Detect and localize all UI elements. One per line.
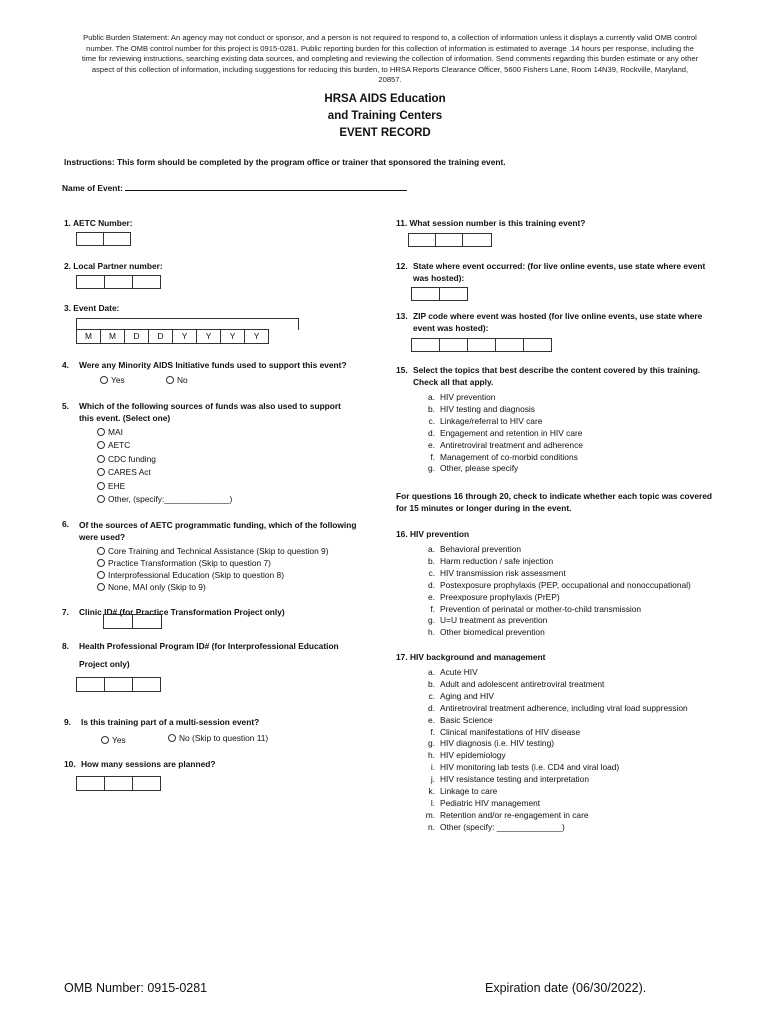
q13-number: 13. xyxy=(396,311,408,321)
q13-label: ZIP code where event was hosted (for live online events, use state where event was hosted): xyxy=(413,311,703,333)
radio-icon[interactable] xyxy=(101,736,109,744)
q5-option[interactable]: Other, (specify:______________) xyxy=(97,493,232,506)
aetc-number-boxes[interactable] xyxy=(76,232,130,246)
q15-option[interactable]: b. HIV testing and diagnosis xyxy=(428,403,535,414)
q17-option[interactable]: b. Adult and adolescent antiretroviral treatment xyxy=(428,678,605,689)
date-box[interactable]: D xyxy=(124,329,149,344)
form-title xyxy=(0,91,770,142)
q16-option[interactable]: b. Harm reduction / safe injection xyxy=(428,555,554,566)
q9-label: Is this training part of a multi-session event? xyxy=(81,717,260,727)
q8-number: 8. xyxy=(62,641,69,651)
q4-label: Were any Minority AIDS Initiative funds used to support this event? xyxy=(79,360,347,370)
date-box[interactable]: D xyxy=(148,329,173,344)
q17-option[interactable]: e. Basic Science xyxy=(428,714,493,725)
q15-option[interactable]: e. Antiretroviral treatment and adherence xyxy=(428,439,583,450)
q6-number: 6. xyxy=(62,519,69,529)
title-line-3: EVENT RECORD xyxy=(339,127,431,139)
q16-options xyxy=(423,544,691,639)
q17-option[interactable]: k. Linkage to care xyxy=(428,786,498,797)
name-of-event-label: Name of Event: xyxy=(62,183,123,193)
radio-icon[interactable] xyxy=(97,428,105,436)
radio-icon[interactable] xyxy=(166,376,174,384)
q17-option[interactable]: f. Clinical manifestations of HIV disease xyxy=(430,726,581,737)
radio-icon[interactable] xyxy=(97,468,105,476)
q1-label: 1. AETC Number: xyxy=(64,218,133,228)
radio-icon[interactable] xyxy=(168,734,176,742)
date-box[interactable]: Y xyxy=(220,329,245,344)
date-box[interactable]: Y xyxy=(172,329,197,344)
radio-icon[interactable] xyxy=(97,482,105,490)
q6-options xyxy=(97,546,329,594)
q17-option[interactable]: d. Antiretroviral treatment adherence, including viral load suppression xyxy=(428,702,688,713)
radio-icon[interactable] xyxy=(97,583,105,591)
q17-option[interactable]: m. Retention and/or re-engagement in care xyxy=(425,809,589,820)
q5-option[interactable]: AETC xyxy=(97,439,232,452)
radio-icon[interactable] xyxy=(97,571,105,579)
clinic-id-boxes[interactable] xyxy=(103,614,161,629)
q6-option[interactable]: None, MAI only (Skip to 9) xyxy=(97,582,329,594)
q16-option[interactable]: h. Other biomedical prevention xyxy=(428,627,545,638)
q17-label: 17. HIV background and management xyxy=(396,652,546,662)
state-boxes[interactable] xyxy=(411,287,467,301)
q4-no-label: No xyxy=(177,375,188,385)
q15-label: Select the topics that best describe the content covered by this training. Check all that apply. xyxy=(413,365,701,387)
sessions-planned-boxes[interactable] xyxy=(76,776,160,791)
q8-label-line2: Project only) xyxy=(79,659,130,669)
q9-number: 9. xyxy=(64,717,71,727)
q4-yes-label: Yes xyxy=(111,375,125,385)
expiration-date: Expiration date (06/30/2022). xyxy=(485,981,647,995)
q17-option[interactable]: i. HIV monitoring lab tests (i.e. CD4 and viral load) xyxy=(430,762,620,773)
q17-option[interactable]: a. Acute HIV xyxy=(428,667,478,677)
program-id-boxes[interactable] xyxy=(76,677,160,692)
q16-label: 16. HIV prevention xyxy=(396,529,470,539)
q17-option[interactable]: j. HIV resistance testing and interpretation xyxy=(430,774,589,785)
zip-code-boxes[interactable] xyxy=(411,338,551,352)
q4-no-option[interactable] xyxy=(166,375,188,387)
local-partner-boxes[interactable] xyxy=(76,275,160,289)
q6-option[interactable]: Core Training and Technical Assistance (Skip to question 9) xyxy=(97,546,329,558)
q5-options xyxy=(97,426,232,506)
q10-label: How many sessions are planned? xyxy=(81,759,216,769)
q17-option[interactable]: h. HIV epidemiology xyxy=(428,750,506,761)
q15-option[interactable]: c. Linkage/referral to HIV care xyxy=(428,415,543,426)
q5-option[interactable]: MAI xyxy=(97,426,232,439)
q6-label: Of the sources of AETC programmatic funding, which of the following were used? xyxy=(79,520,357,542)
date-box[interactable]: Y xyxy=(196,329,221,344)
q11-label: 11. What session number is this training event? xyxy=(396,218,586,228)
q10-number: 10. xyxy=(64,759,76,769)
q2-label: 2. Local Partner number: xyxy=(64,261,163,271)
q16-option[interactable]: a. Behavioral prevention xyxy=(428,544,522,554)
q4-yes-option[interactable] xyxy=(100,375,125,387)
q16-option[interactable]: e. Preexposure prophylaxis (PrEP) xyxy=(428,591,560,602)
session-number-boxes[interactable] xyxy=(408,233,491,247)
name-of-event-field[interactable] xyxy=(125,181,407,191)
q17-option[interactable]: n. Other (specify: ______________) xyxy=(428,821,565,832)
q15-option[interactable]: f. Management of co-morbid conditions xyxy=(430,451,578,462)
q17-option[interactable]: l. Pediatric HIV management xyxy=(430,797,541,808)
q12-number: 12. xyxy=(396,261,408,271)
q15-number: 15. xyxy=(396,365,408,375)
q5-option[interactable]: CARES Act xyxy=(97,466,232,479)
q8-label-line1: Health Professional Program ID# (for Interprofessional Education xyxy=(79,641,339,651)
q5-number: 5. xyxy=(62,401,69,411)
q6-option[interactable]: Practice Transformation (Skip to question 7) xyxy=(97,558,329,570)
date-box[interactable]: M xyxy=(100,329,125,344)
q4-number: 4. xyxy=(62,360,69,370)
q16-option[interactable]: f. Prevention of perinatal or mother-to-child transmission xyxy=(430,603,642,614)
omb-number: OMB Number: 0915-0281 xyxy=(64,981,208,995)
name-of-event-row xyxy=(62,181,407,195)
date-box[interactable]: M xyxy=(76,329,101,344)
q12-label: State where event occurred: (for live online events, use state where event was hosted): xyxy=(413,261,706,283)
radio-icon[interactable] xyxy=(97,547,105,555)
radio-icon[interactable] xyxy=(97,559,105,567)
q3-label: 3. Event Date: xyxy=(64,303,120,313)
radio-icon[interactable] xyxy=(97,495,105,503)
q9-yes-label: Yes xyxy=(112,735,126,745)
q16-20-note: For questions 16 through 20, check to indicate whether each topic was covered for 15 minutes or longer during in the event. xyxy=(396,491,713,513)
title-line-2: and Training Centers xyxy=(327,110,443,122)
event-date-boxes[interactable] xyxy=(76,329,268,344)
title-line-1: HRSA AIDS Education xyxy=(324,93,446,105)
q17-option[interactable]: g. HIV diagnosis (i.e. HIV testing) xyxy=(428,738,555,749)
date-box[interactable]: Y xyxy=(244,329,269,344)
q5-option[interactable]: CDC funding xyxy=(97,453,232,466)
q16-option[interactable]: d. Postexposure prophylaxis (PEP, occupational and nonoccupational) xyxy=(428,579,691,590)
q16-option[interactable]: g. U=U treatment as prevention xyxy=(428,615,548,626)
q7-number: 7. xyxy=(62,607,69,617)
radio-icon[interactable] xyxy=(97,455,105,463)
q17-option[interactable]: c. Aging and HIV xyxy=(428,690,495,701)
q15-option[interactable]: a. HIV prevention xyxy=(428,392,496,402)
q9-no-label: No (Skip to question 11) xyxy=(179,733,269,743)
q17-options xyxy=(423,667,688,834)
q15-option[interactable]: d. Engagement and retention in HIV care xyxy=(428,427,583,438)
q5-option[interactable]: EHE xyxy=(97,480,232,493)
public-burden-statement: Public Burden Statement: An agency may not conduct or sponsor, and a person is not required to respond to, a collection of information unless it displays a currently valid OMB control number. The OMB control number for this project is 0915-0281. Public reporting burden for this collection of information is estimated to average .14 hours per response, including the time for reviewing instructions, searching existing data sources, and completing and reviewing the collection of information. Send comments regarding this burden estimate or any other aspect of this collection of information, including suggestions for reducing this burden, to HRSA Reports Clearance Officer, 5600 Fishers Lane, Room 14N39, Rockville, Maryland, 20857. xyxy=(81,33,699,85)
q9-no-option[interactable] xyxy=(168,733,268,745)
radio-icon[interactable] xyxy=(100,376,108,384)
q15-option[interactable]: g. Other, please specify xyxy=(428,463,519,474)
q5-label: Which of the following sources of funds was also used to support this event. (Select one) xyxy=(79,401,341,423)
q15-options xyxy=(423,392,583,475)
q6-option[interactable]: Interprofessional Education (Skip to question 8) xyxy=(97,570,329,582)
q16-option[interactable]: c. HIV transmission risk assessment xyxy=(428,567,566,578)
instructions: Instructions: This form should be completed by the program office or trainer that sponsored the training event. xyxy=(64,157,506,167)
q9-yes-option[interactable] xyxy=(101,735,126,747)
q7-label: Clinic ID# (for Practice Transformation Project only) xyxy=(79,607,285,617)
radio-icon[interactable] xyxy=(97,441,105,449)
